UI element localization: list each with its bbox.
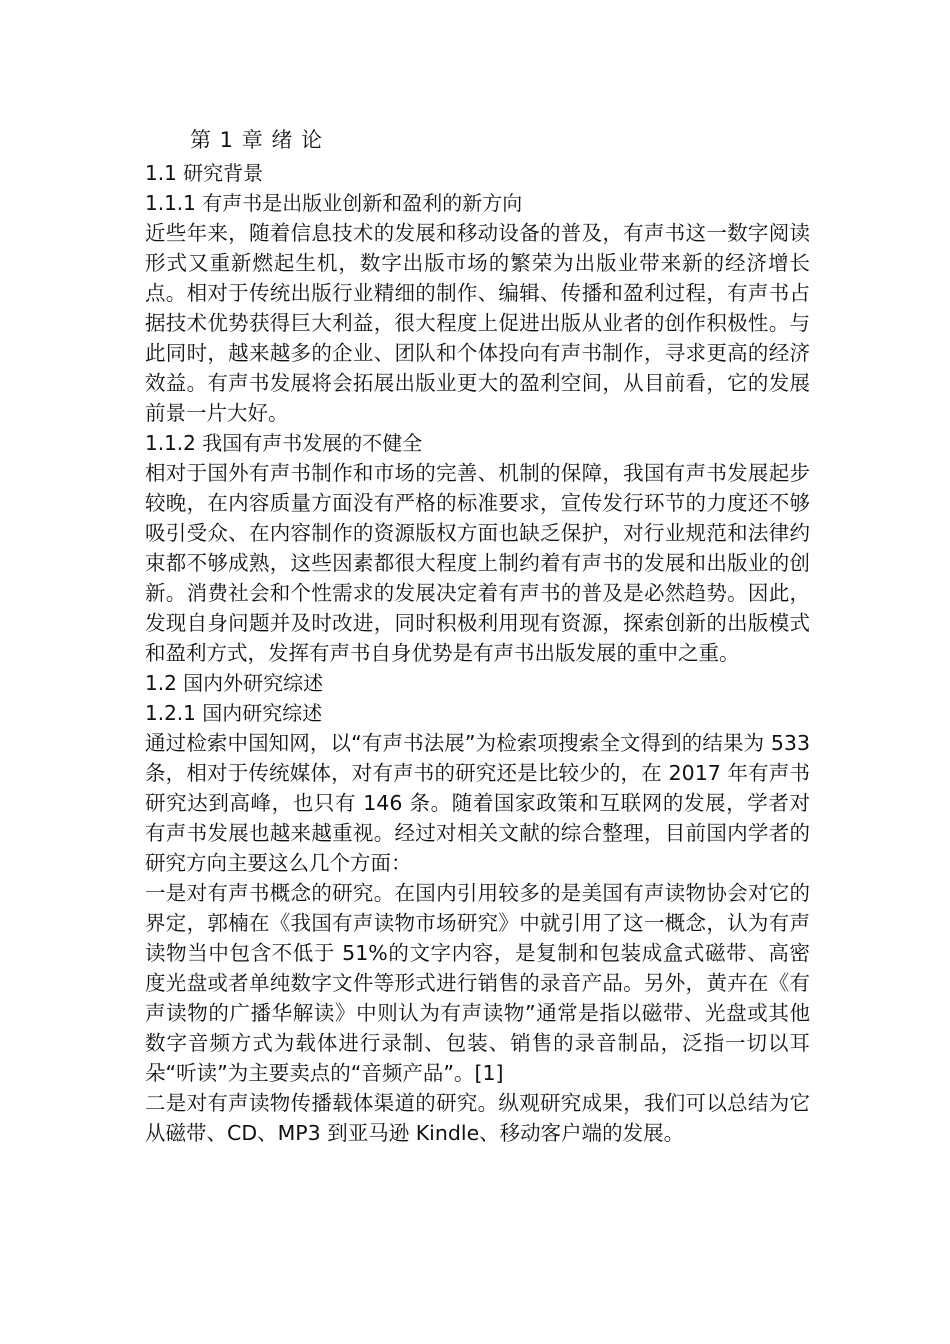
paragraph: 相对于国外有声书制作和市场的完善、机制的保障，我国有声书发展起步较晚，在内容质量方面没有严格的标准要求，宣传发行环节的力度还不够吸引受众、在内容制作的资源版权方面也缺乏保护，对行业规范和法律约束都不够成熟，这些因素都很大程度上制约着有声书的发展和出版业的创新。消费社会和个性需求的发展决定着有声书的普及是必然趋势。因此，发现自身问题并及时改进，同时积极利用现有资源，探索创新的出版模式和盈利方式，发挥有声书自身优势是有声书出版发展的重中之重。	[145, 461, 810, 665]
paragraph: 一是对有声书概念的研究。在国内引用较多的是美国有声读物协会对它的界定，郭楠在《我国有声读物市场研究》中就引用了这一概念，认为有声读物当中包含不低于 51%的文字内容，是复制和包装成盒式磁带、高密度光盘或者单纯数字文件等形式进行销售的录音产品。另外，黄卉在《有声读物的广播华解读》中则认为有声读物”通常是指以磁带、光盘或其他数字音频方式为载体进行录制、包装、销售的录音制品，泛指一切以耳朵“听读”为主要卖点的“音频产品”。[1]	[145, 881, 810, 1085]
section-heading: 1.1.2 我国有声书发展的不健全	[145, 431, 423, 455]
paragraph: 近些年来，随着信息技术的发展和移动设备的普及，有声书这一数字阅读形式又重新燃起生机，数字出版市场的繁荣为出版业带来新的经济增长点。相对于传统出版行业精细的制作、编辑、传播和盈利过程，有声书占据技术优势获得巨大利益，很大程度上促进出版从业者的创作积极性。与此同时，越来越多的企业、团队和个体投向有声书制作，寻求更高的经济效益。有声书发展将会拓展出版业更大的盈利空间，从目前看，它的发展前景一片大好。	[145, 221, 810, 425]
section-heading: 1.1 研究背景	[145, 161, 264, 185]
paragraph: 通过检索中国知网，以“有声书法展”为检索项搜索全文得到的结果为 533 条，相对于传统媒体，对有声书的研究还是比较少的，在 2017 年有声书研究达到高峰，也只有 146 条。随着国家政策和互联网的发展，学者对有声书发展也越来越重视。经过对相关文献的综合整理，目前国内学者的研究方向主要这么几个方面：	[145, 731, 810, 875]
document-page	[145, 122, 810, 1148]
section-heading: 1.2.1 国内研究综述	[145, 701, 323, 725]
chapter-title: 第 1 章 绪 论	[190, 128, 324, 152]
document-body	[145, 158, 810, 1148]
paragraph: 二是对有声读物传播载体渠道的研究。纵观研究成果，我们可以总结为它从磁带、CD、MP3 到亚马逊 Kindle、移动客户端的发展。	[145, 1091, 810, 1145]
section-heading: 1.2 国内外研究综述	[145, 671, 324, 695]
section-heading: 1.1.1 有声书是出版业创新和盈利的新方向	[145, 191, 523, 215]
